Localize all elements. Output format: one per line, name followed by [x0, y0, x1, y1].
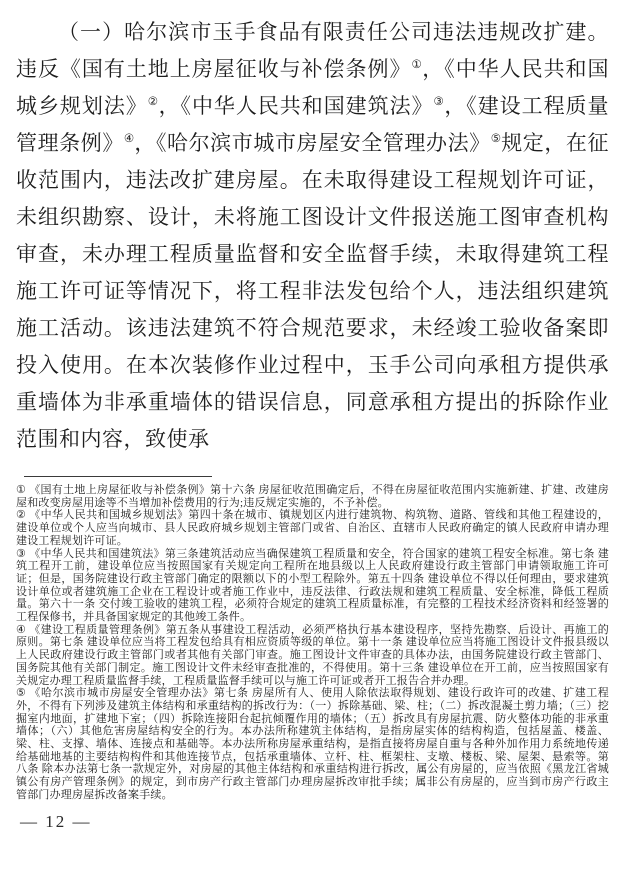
footnote-text: 《中华人民共和国建筑法》第三条建筑活动应当确保建筑工程质量和安全，符合国家的建筑工程安全标准。第七条 建筑工程开工前，建设单位应当按照国家有关规定向工程所在地县级以上人民政府建设行政主管部门申请领取施工许可证；但是，国务院建设行政主管部门确定的限额以下的小型工程除外。第五十四条 建设单位不得以任何理由，要求建筑设计单位或者建筑施工企业在工程设计或者施工作业中，违反法律、行政法规和建筑工程质量、安全标准，降低工程质量。第六十一条 交付竣工验收的建筑工程，必须符合规定的建筑工程质量标准，有完整的工程技术经济资料和经签署的工程保修书，并具备国家规定的其他竣工条件。 — [16, 547, 610, 624]
footnote-ref-3: ③ — [433, 96, 445, 108]
footnote-marker: ② — [16, 509, 27, 522]
body-paragraph — [16, 14, 609, 458]
footnote-3 — [16, 548, 609, 624]
footnote-ref-1: ① — [411, 59, 423, 71]
body-segment: ，《中华人民共和国城乡规划法》 — [16, 57, 610, 118]
page-number: — 12 — — [20, 811, 92, 831]
footnote-text: 《国有土地上房屋征收与补偿条例》第十六条 房屋征收范围确定后，不得在房屋征收范围内实施新建、扩建、改建房屋和改变房屋用途等不当增加补偿费用的行为;违反规定实施的，不予补偿。 — [16, 484, 610, 509]
footnote-2 — [16, 509, 609, 547]
footnote-ref-5: ⑤ — [490, 133, 502, 145]
footnote-text: 《建设工程质量管理条例》第五条从事建设工程活动，必须严格执行基本建设程序，坚持先勘察、后设计、再施工的原则。第七条 建设单位应当将工程发包给具有相应资质等级的单位。第十一条 建设单位应当将施工图设计文件报县级以上人民政府建设行政主管部门或者其他有关部门审查。施工图设计文件审查的具体办法，由国务院建设行政主管部门、国务院其他有关部门制定。施工图设计文件未经审查批准的，不得使用。第十三条 建设单位在开工前，应当按照国家有关规定办理工程质量监督手续，工程质量监督手续可以与施工许可证或者开工报告合并办理。 — [16, 623, 609, 687]
footnote-marker: ⑤ — [16, 687, 27, 700]
body-segment: ，《建设工程质量管理条例》 — [16, 94, 610, 155]
body-segment: ，《中华人民共和国建筑法》 — [158, 94, 434, 118]
footnote-text: 《中华人民共和国城乡规划法》第四十条在城市、镇规划区内进行建筑物、构筑物、道路、管线和其他工程建设的，建设单位或个人应当向城市、县人民政府城乡规划主管部门或省、自治区、直辖市人民政府确定的镇人民政府申请办理建设工程规划许可证。 — [16, 509, 609, 547]
body-segment: ，《哈尔滨市城市房屋安全管理办法》 — [134, 131, 491, 155]
footnote-marker: ④ — [16, 623, 27, 636]
footnote-1 — [16, 484, 609, 509]
footnote-text: 《哈尔滨市城市房屋安全管理办法》第七条 房屋所有人、使用人除依法取得规划、建设行政许可的改建、扩建工程外，不得有下列涉及建筑主体结构和承重结构的拆改行为：（一）拆除基础、梁、柱；（二）拆改混凝土剪力墙；（三）挖掘室内地面，扩建地下室；（四）拆除连接阳台起抗倾覆作用的墙体；（五）拆改具有房屋抗震、防火整体功能的非承重墙体；（六）其他危害房屋结构安全的行为。本办法所称建筑主体结构，是指房屋实体的结构构造，包括屋盖、楼盖、梁、柱、支撑、墙体、连接点和基础等。本办法所称房屋承重结构，是指直接将房屋自重与各种外加作用力系统地传递给基础地基的主要结构构件和其他连接节点，包括承重墙体、立杆、柱、框架柱、支墩、楼板、梁、屋架、悬索等。第八条 除本办法第七条一款规定外，对房屋的其他主体结构和承重结构进行拆改，属公有房屋的，应当依照《黑龙江省城镇公有房产管理条例》的规定，到市房产行政主管部门办理房屋拆改审批手续；属非公有房屋的，应当到市房产行政主管部门办理房屋拆改备案手续。 — [16, 687, 610, 801]
footnote-separator — [24, 476, 212, 477]
body-segment: （一）哈尔滨市玉手食品有限责任公司违法违规改扩建。违反《国有土地上房屋征收与补偿条例》 — [16, 20, 609, 81]
footnote-4 — [16, 624, 609, 688]
footnote-marker: ③ — [16, 547, 27, 560]
footnotes-section — [16, 484, 609, 802]
footnote-marker: ① — [16, 484, 27, 496]
footnote-ref-4: ④ — [123, 133, 135, 145]
body-segment: 规定，在征收范围内，违法改扩建房屋。在未取得建设工程规划许可证，未组织勘察、设计，未将施工图设计文件报送施工图审查机构审查，未办理工程质量监督和安全监督手续，未取得建筑工程施工许可证等情况下，将工程非法发包给个人，违法组织建筑施工活动。该违法建筑不符合规范要求，未经竣工验收备案即投入使用。在本次装修作业过程中，玉手公司向承租方提供承重墙体为非承重墙体的错误信息，同意承租方提出的拆除作业范围和内容，致使承 — [16, 131, 610, 451]
footnote-5 — [16, 687, 609, 801]
footnote-ref-2: ② — [147, 96, 159, 108]
